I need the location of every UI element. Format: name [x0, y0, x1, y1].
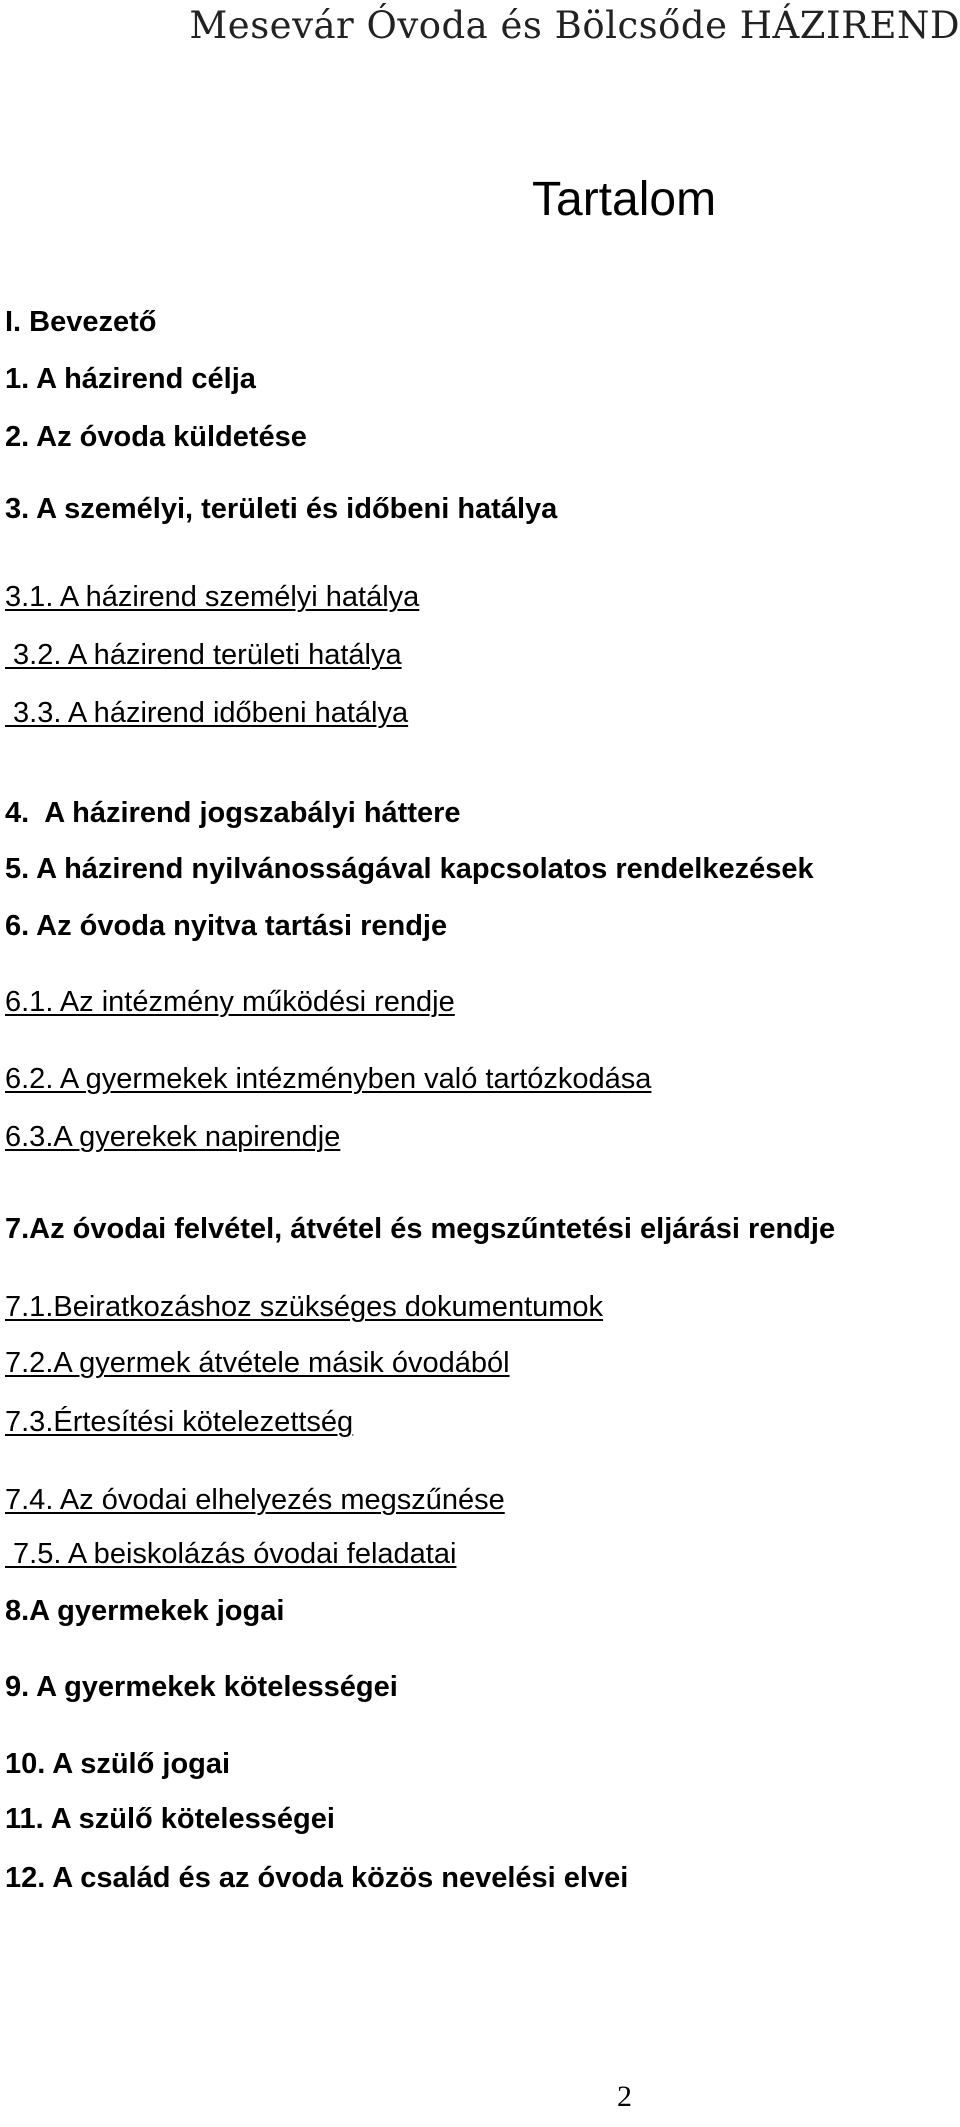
toc-entry[interactable]: 7.1.Beiratkozáshoz szükséges dokumentumok: [5, 1291, 604, 1323]
toc-entry[interactable]: 1. A házirend célja: [5, 363, 256, 395]
toc-entry[interactable]: 8.A gyermekek jogai: [5, 1595, 285, 1627]
toc-entry[interactable]: 7.3.Értesítési kötelezettség: [5, 1406, 354, 1438]
toc-entry[interactable]: 7.Az óvodai felvétel, átvétel és megszűntetési eljárási rendje: [5, 1213, 836, 1245]
toc-title: Tartalom: [532, 173, 717, 226]
toc-entry[interactable]: 3.3. A házirend időbeni hatálya: [5, 697, 409, 729]
toc-entry[interactable]: 2. Az óvoda küldetése: [5, 421, 307, 453]
toc-entry[interactable]: 5. A házirend nyilvánosságával kapcsolatos rendelkezések: [5, 853, 814, 885]
toc-entry[interactable]: 9. A gyermekek kötelességei: [5, 1671, 398, 1703]
document-header-title: Mesevár Óvoda és Bölcsőde HÁZIREND: [189, 4, 960, 47]
toc-entry[interactable]: 6.2. A gyermekek intézményben való tartózkodása: [5, 1063, 652, 1095]
toc-entry[interactable]: 4. A házirend jogszabályi háttere: [5, 797, 461, 829]
toc-entry[interactable]: 7.4. Az óvodai elhelyezés megszűnése: [5, 1484, 505, 1516]
page-number: 2: [617, 2080, 632, 2113]
toc-entry[interactable]: 6.1. Az intézmény működési rendje: [5, 986, 455, 1018]
toc-entry[interactable]: 3.2. A házirend területi hatálya: [5, 639, 402, 671]
toc-entry[interactable]: I. Bevezető: [5, 306, 157, 338]
toc-entry[interactable]: 7.2.A gyermek átvétele másik óvodából: [5, 1347, 510, 1379]
toc-entry[interactable]: 10. A szülő jogai: [5, 1748, 231, 1780]
toc-entry[interactable]: 3. A személyi, területi és időbeni hatálya: [5, 493, 558, 525]
toc-entry[interactable]: 6.3.A gyerekek napirendje: [5, 1121, 341, 1153]
toc-entry[interactable]: 7.5. A beiskolázás óvodai feladatai: [5, 1538, 457, 1570]
toc-entry[interactable]: 3.1. A házirend személyi hatálya: [5, 581, 420, 613]
toc-entry[interactable]: 12. A család és az óvoda közös nevelési elvei: [5, 1862, 629, 1894]
toc-entry[interactable]: 11. A szülő kötelességei: [5, 1803, 335, 1835]
toc-entry[interactable]: 6. Az óvoda nyitva tartási rendje: [5, 910, 448, 942]
